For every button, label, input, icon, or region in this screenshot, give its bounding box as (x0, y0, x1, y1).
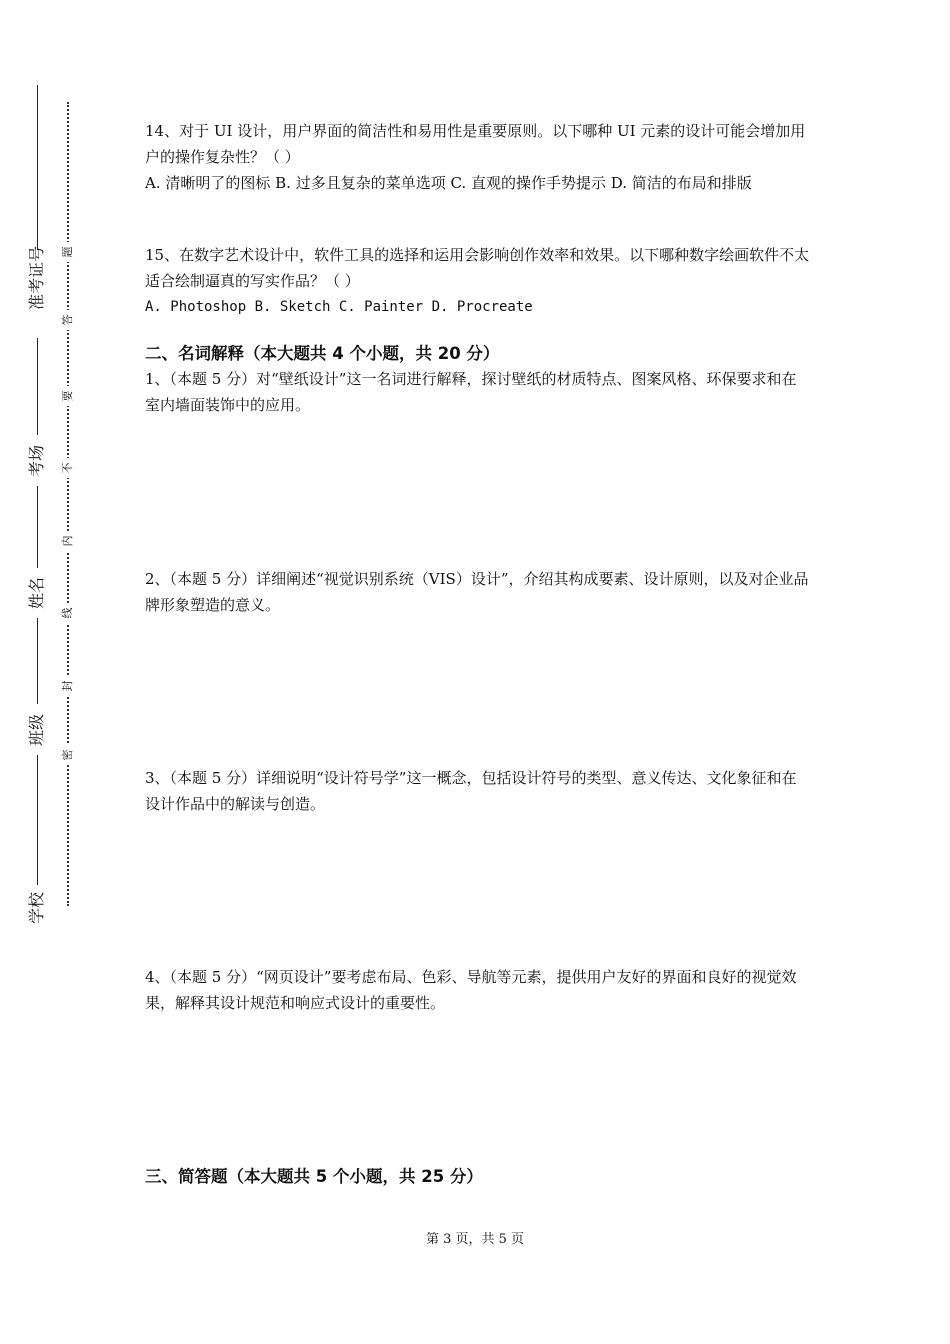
term-question-3 (145, 765, 810, 817)
seal-char: 答 (58, 310, 78, 330)
seal-char: 封 (58, 676, 78, 696)
field-label-class: 班级 (27, 714, 46, 747)
field-line (37, 338, 38, 435)
question-text: 3、（本题 5 分）详细说明“设计符号学”这一概念，包括设计符号的类型、意义传达、文化象征和在设计作品中的解读与创造。 (145, 769, 797, 813)
question-15 (145, 242, 810, 320)
section-2-title: 二、名词解释（本大题共 4 个小题，共 20 分） (145, 344, 500, 363)
question-14 (145, 118, 810, 196)
field-line (37, 755, 38, 885)
seal-char: 内 (58, 531, 78, 551)
field-line (37, 618, 38, 704)
section-3-title: 三、简答题（本大题共 5 个小题，共 25 分） (145, 1167, 483, 1186)
question-options: A. 清晰明了的图标 B. 过多且复杂的菜单选项 C. 直观的操作手势提示 D. 简洁的布局和排版 (145, 174, 752, 192)
field-label-exam-room: 考场 (27, 445, 46, 478)
seal-dotted-line (67, 102, 69, 906)
field-label-name: 姓名 (27, 577, 46, 610)
term-question-1 (145, 366, 810, 418)
term-question-4 (145, 964, 810, 1016)
field-label-exam-id: 准考证号 (27, 245, 46, 310)
seal-char: 密 (58, 745, 78, 765)
question-text: 1、（本题 5 分）对“壁纸设计”这一名词进行解释，探讨壁纸的材质特点、图案风格、环保要求和在室内墙面装饰中的应用。 (145, 370, 797, 414)
question-text: 2、（本题 5 分）详细阐述“视觉识别系统（VIS）设计”，介绍其构成要素、设计原则，以及对企业品牌形象塑造的意义。 (145, 570, 809, 614)
term-question-2 (145, 566, 810, 618)
page-footer: 第 3 页，共 5 页 (425, 1232, 525, 1247)
field-line (37, 486, 38, 568)
binding-margin (0, 0, 110, 1344)
seal-char: 题 (58, 242, 78, 262)
field-line (37, 85, 38, 250)
question-options: A. Photoshop B. Sketch C. Painter D. Procreate (145, 299, 533, 315)
field-label-school: 学校 (27, 892, 46, 925)
seal-char: 不 (58, 458, 78, 478)
seal-char: 线 (58, 603, 78, 623)
question-stem: 15、在数字艺术设计中，软件工具的选择和运用会影响创作效率和效果。以下哪种数字绘画软件不太适合绘制逼真的写实作品？（ ） (145, 246, 810, 290)
question-stem: 14、对于 UI 设计，用户界面的简洁性和易用性是重要原则。以下哪种 UI 元素的设计可能会增加用户的操作复杂性？（ ） (145, 122, 806, 166)
seal-char: 要 (58, 386, 78, 406)
question-text: 4、（本题 5 分）“网页设计”要考虑布局、色彩、导航等元素，提供用户友好的界面和良好的视觉效果，解释其设计规范和响应式设计的重要性。 (145, 968, 797, 1012)
